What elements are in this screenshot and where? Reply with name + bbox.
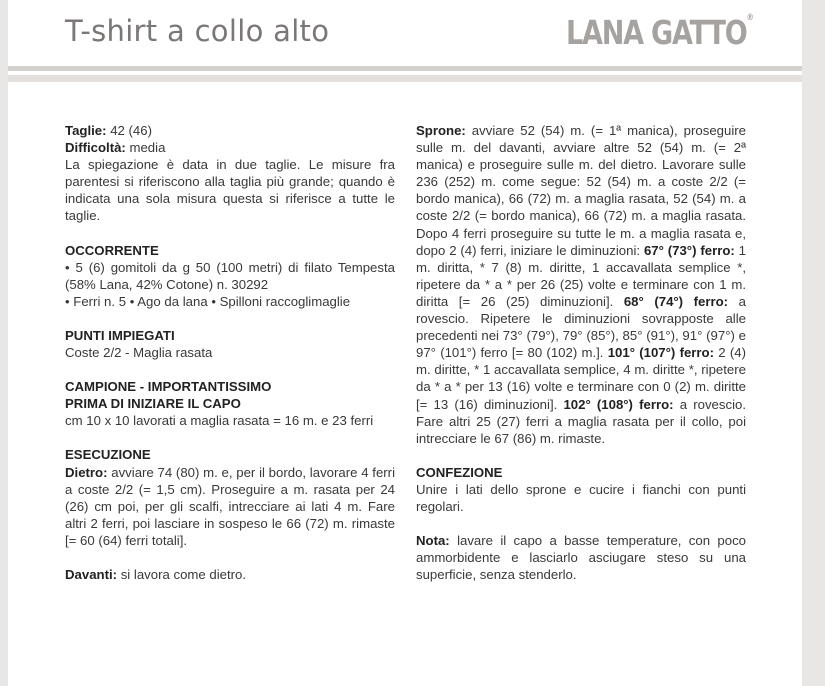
sprone-text-2: 1 m. diritta, * 7 (8) m. diritte, 1 accavallata semplice *, ripetere da * a * per 26 (25) volte e terminare con 1 m. diritta [= 26 (25) diminuzioni]. — [416, 242, 746, 309]
nota-text: lavare il capo a basse temperature, con poco ammorbidente e lasciarlo asciugare steso su una superficie, senza stenderlo. — [416, 533, 747, 583]
sprone-text-4: 2 (4) m. diritte, * 1 accavallata semplice, 4 m. diritte *, ripetere da * a * per 13 (16) volte e terminare con 0 (2) m. diritte [= 13 (16) diminuzioni]. — [416, 345, 746, 412]
nota-paragraph — [416, 532, 746, 583]
page-title: T-shirt a collo alto — [65, 14, 330, 48]
dietro-label: Dietro: — [65, 464, 108, 480]
punti-text: Coste 2/2 - Maglia rasata — [65, 345, 213, 361]
dietro-paragraph — [65, 464, 395, 549]
dietro-text: avviare 74 (80) m. e, per il bordo, lavorare 4 ferri a coste 2/2 (= 1,5 cm). Proseguire a m. rasata per 24 (26) cm poi, per gli scalfi, intrecciare ai lati 4 m. Fare altri 2 ferri, poi lasciare in sospeso le 66 (72) m. rimaste [= 60 (64) ferri totali]. — [65, 464, 395, 548]
difficolta-label: Difficoltà: — [65, 140, 126, 156]
sprone-text-5: a rovescio. Fare altri 25 (27) ferri a maglia rasata per il collo, poi intrecciare le 67 (86) m. rimaste. — [416, 396, 746, 446]
header-divider-band — [8, 75, 802, 82]
taglie-label: Taglie: — [65, 123, 107, 138]
confezione-text: Unire i lati dello sprone e cucire i fianchi con punti regolari. — [416, 481, 746, 514]
ferro-68-label: 68° (74°) ferro: — [623, 293, 729, 309]
difficolta-value: media — [129, 140, 166, 156]
campione-text: cm 10 x 10 lavorati a maglia rasata = 16 m. e 23 ferri — [65, 413, 374, 429]
occorrente-item-yarn: • 5 (6) gomitoli da g 50 (100 metri) di filato Tempesta (58% Lana, 42% Cotone) n. 30292 — [65, 259, 395, 292]
difficolta-line — [65, 139, 395, 156]
sprone-label: Sprone: — [416, 123, 466, 138]
right-column — [416, 122, 746, 583]
sprone-text-3: a rovescio. Ripetere le diminuzioni sovrapposte alle precedenti nei 73° (79°), 79° (85°), 85° (91°), 91° (97°) e 97° (101°) ferro [= 80 (102) m.]. — [416, 293, 746, 361]
taglie-line — [65, 122, 395, 139]
document-page — [8, 0, 802, 686]
sprone-text-1: avviare 52 (54) m. (= 1ª manica), proseguire sulle m. del davanti, avviare altre 52 (54) m. (= 2ª manica) e proseguire sulle m. del dietro. Lavorare sulle 236 (252) m. come segue: 52 (54) m. a coste 2/2 (= bordo manica), 66 (72) m. a maglia rasata, 52 (54) m. a coste 2/2 (= bordo manica), 66 (72) m. a maglia rasata. Dopo 4 ferri proseguire su tutte le m. a maglia rasata e, dopo 2 (4) ferri, iniziare le diminuzioni: — [416, 123, 746, 258]
punti-heading: PUNTI IMPIEGATI — [65, 327, 175, 343]
nota-label: Nota: — [416, 533, 450, 549]
campione-subheading: PRIMA DI INIZIARE IL CAPO — [65, 396, 241, 412]
sprone-paragraph — [416, 122, 746, 447]
ferro-101-label: 101° (107°) ferro: — [607, 345, 715, 361]
esecuzione-heading: ESECUZIONE — [65, 447, 151, 463]
header-divider — [8, 66, 802, 71]
davanti-text: si lavora come dietro. — [120, 566, 247, 582]
occorrente-heading: OCCORRENTE — [65, 242, 159, 258]
davanti-label: Davanti: — [65, 566, 118, 582]
taglie-value: 42 (46) — [110, 123, 152, 138]
occorrente-item-tools: • Ferri n. 5 • Ago da lana • Spilloni raccoglimaglie — [65, 293, 351, 309]
brand-registered-mark: ® — [746, 13, 754, 23]
ferro-67-label: 67° (73°) ferro: — [643, 242, 735, 258]
ferro-102-label: 102° (108°) ferro: — [563, 396, 674, 412]
campione-heading: CAMPIONE - IMPORTANTISSIMO — [65, 379, 272, 395]
confezione-heading: CONFEZIONE — [416, 464, 503, 480]
left-column — [65, 122, 395, 583]
intro-text: La spiegazione è data in due taglie. Le misure fra parentesi si riferiscono alla taglia più grande; quando è indicata una sola misura questa si riferisce a tutte le taglie. — [65, 157, 395, 224]
brand-name: LANA GATTO — [566, 13, 747, 52]
brand-logo — [566, 13, 754, 52]
davanti-paragraph — [65, 566, 395, 583]
